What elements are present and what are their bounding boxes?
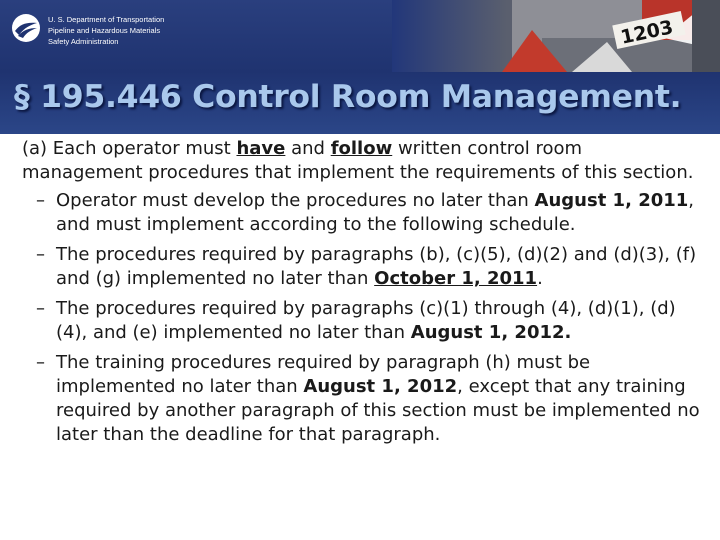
agency-name bbox=[48, 14, 164, 47]
bullet-text-tail: , and must implement according to the following schedule. bbox=[56, 190, 695, 235]
bullet-item bbox=[22, 189, 706, 237]
bullet-item bbox=[22, 351, 706, 447]
slide-title: § 195.446 Control Room Management. bbox=[14, 79, 682, 115]
bullet-item bbox=[22, 243, 706, 291]
bullet-dash: – bbox=[36, 352, 45, 373]
bullet-item bbox=[22, 297, 706, 345]
agency-line-1: U. S. Department of Transportation bbox=[48, 15, 165, 24]
bullet-text: The training procedures required by paragraph (h) must be implemented no later than bbox=[56, 352, 591, 397]
slide-body bbox=[22, 137, 706, 453]
intro-prefix: (a) Each operator must bbox=[22, 138, 237, 159]
intro-follow: follow bbox=[330, 138, 393, 159]
bullet-date: August 1, 2012 bbox=[303, 376, 458, 397]
intro-paragraph bbox=[22, 137, 706, 185]
bullet-text: The procedures required by paragraphs (c)(1) through (4), (d)(1), (d)(4), and (e) implemented no later than bbox=[56, 298, 676, 343]
header-bar bbox=[0, 0, 720, 72]
bullet-text-tail: , except that any training required by another paragraph of this section must be implemented no later than the deadline for that paragraph. bbox=[56, 376, 700, 445]
intro-suffix: written control room management procedures that implement the requirements of this section. bbox=[22, 138, 694, 183]
dot-logo-icon bbox=[12, 14, 40, 42]
bullet-dash: – bbox=[36, 298, 45, 319]
intro-and: and bbox=[285, 138, 331, 159]
intro-have: have bbox=[236, 138, 286, 159]
bullet-text: The procedures required by paragraphs (b), (c)(5), (d)(2) and (d)(3), (f) and (g) implemented no later than bbox=[56, 244, 697, 289]
hazmat-placard-photo bbox=[392, 0, 720, 72]
bullet-dash: – bbox=[36, 244, 45, 265]
bullet-date: October 1, 2011 bbox=[374, 268, 538, 289]
agency-line-2: Pipeline and Hazardous Materials bbox=[48, 26, 161, 35]
bullet-date: August 1, 2011 bbox=[534, 190, 689, 211]
bullet-text-tail: . bbox=[537, 268, 543, 289]
bullet-dash: – bbox=[36, 190, 45, 211]
agency-line-3: Safety Administration bbox=[48, 37, 119, 46]
bullet-text: Operator must develop the procedures no later than bbox=[56, 190, 535, 211]
bullet-date: August 1, 2012. bbox=[410, 322, 572, 343]
